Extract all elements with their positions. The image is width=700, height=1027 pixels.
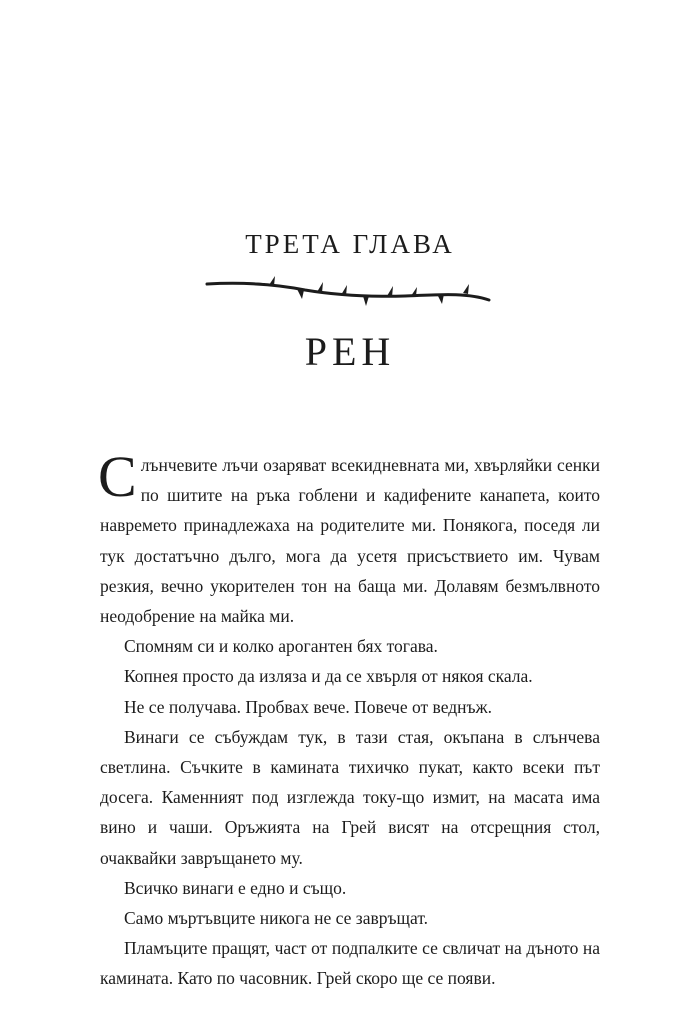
chapter-label: ТРЕТА ГЛАВА <box>245 229 455 259</box>
paragraph: Пламъците пращят, част от подпалките се свличат на дъното на камината. Като по часовник. Грей скоро ще се появи. <box>100 938 600 989</box>
body-text <box>98 444 600 994</box>
paragraph: Винаги се събуждам тук, в тази стая, окъпана в слънчева светлина. Съчките в камината тихичко пукат, както всеки път досега. Каменният под изглежда току-що измит, на масата има вино и чаши. Оръжията на Грей висят на отсрещния стол, очаквайки завръщането му. <box>100 726 600 868</box>
paragraph <box>98 444 600 631</box>
thorn-branch-icon <box>205 270 491 306</box>
paragraph: Копнея просто да изляза и да се хвърля от някоя скала. <box>124 666 533 687</box>
paragraph: Само мъртъвците никога не се завръщат. <box>124 908 429 929</box>
paragraph: Не се получава. Пробвах вече. Повече от веднъж. <box>124 696 493 717</box>
paragraph-text: лънчевите лъчи озаряват всекидневната ми, хвърляйки сенки по шитите на ръка гоблени и кадифените канапета, които навремето принадлежаха на родителите ми. Понякога, поседя ли тук достатъчно дълго, мога да усетя присъствието им. Чувам резкия, вечно укорителен тон на баща ми. Долавям безмълвното неодобрение на майка ми. <box>100 455 600 627</box>
paragraph: Всичко винаги е едно и също. <box>124 877 347 898</box>
paragraph: Спомням си и колко арогантен бях тогава. <box>124 636 438 657</box>
chapter-title: РЕН <box>304 329 396 374</box>
drop-cap: С <box>98 444 137 509</box>
